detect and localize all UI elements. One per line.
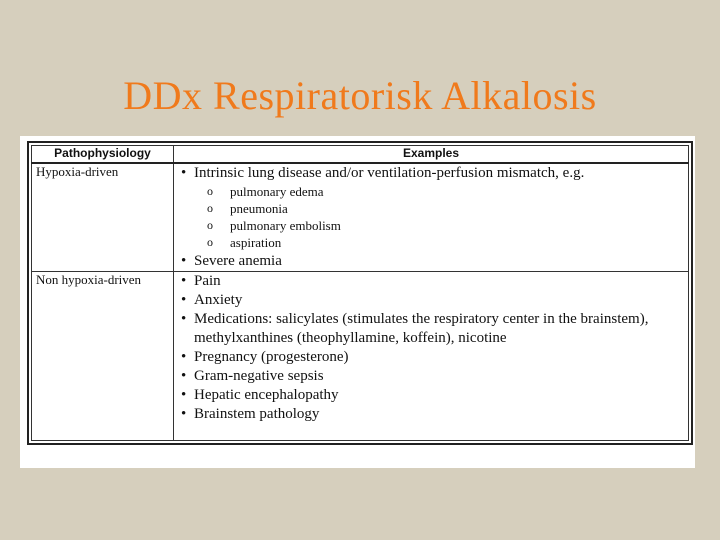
header-row bbox=[32, 146, 689, 164]
bullet-icon: • bbox=[181, 311, 187, 327]
sub-list-item bbox=[194, 217, 684, 234]
item-text: Gram-negative sepsis bbox=[194, 368, 324, 384]
list-item bbox=[180, 405, 684, 424]
sub-list-item bbox=[194, 234, 684, 251]
list-item bbox=[180, 164, 684, 251]
examples-cell bbox=[174, 272, 689, 441]
sub-list bbox=[194, 183, 684, 251]
list-item bbox=[180, 348, 684, 367]
table-panel bbox=[20, 136, 695, 468]
bullet-icon: • bbox=[181, 368, 187, 384]
list-item bbox=[180, 272, 684, 291]
table-row-non-hypoxia bbox=[32, 272, 689, 441]
sub-bullet-icon: o bbox=[207, 235, 213, 249]
sub-list-item bbox=[194, 200, 684, 217]
list-item bbox=[180, 291, 684, 310]
item-text: Severe anemia bbox=[194, 253, 282, 269]
item-text: Pain bbox=[194, 273, 221, 289]
pathophysiology-cell: Hypoxia-driven bbox=[32, 163, 174, 272]
bullet-icon: • bbox=[181, 273, 187, 289]
item-text: Hepatic encephalopathy bbox=[194, 387, 339, 403]
bullet-icon: • bbox=[181, 349, 187, 365]
slide-title: DDx Respiratorisk Alkalosis bbox=[123, 73, 597, 118]
item-text: Pregnancy (progesterone) bbox=[194, 349, 349, 365]
item-text: Medications: salicylates (stimulates the respiratory center in the brainstem), methylxanthines (theophyllamine, koffein), nicotine bbox=[194, 311, 649, 346]
table-row-hypoxia bbox=[32, 163, 689, 272]
header-examples: Examples bbox=[174, 146, 689, 164]
sub-item-text: pulmonary embolism bbox=[230, 218, 341, 233]
item-text: Anxiety bbox=[194, 292, 243, 308]
list-item bbox=[180, 367, 684, 386]
sub-bullet-icon: o bbox=[207, 201, 213, 215]
list-item bbox=[180, 252, 684, 271]
header-pathophysiology: Pathophysiology bbox=[32, 146, 174, 164]
sub-list-item bbox=[194, 183, 684, 200]
bullet-icon: • bbox=[181, 165, 187, 181]
table-frame bbox=[27, 141, 693, 445]
bullet-icon: • bbox=[181, 253, 187, 269]
example-list bbox=[180, 164, 684, 271]
sub-bullet-icon: o bbox=[207, 218, 213, 232]
sub-item-text: aspiration bbox=[230, 235, 282, 250]
list-item bbox=[180, 310, 684, 348]
sub-item-text: pulmonary edema bbox=[230, 184, 324, 199]
example-list bbox=[180, 272, 684, 424]
examples-cell bbox=[174, 163, 689, 272]
list-item bbox=[180, 386, 684, 405]
bullet-icon: • bbox=[181, 406, 187, 422]
sub-item-text: pneumonia bbox=[230, 201, 288, 216]
bullet-icon: • bbox=[181, 292, 187, 308]
item-text: Brainstem pathology bbox=[194, 406, 320, 422]
sub-bullet-icon: o bbox=[207, 184, 213, 198]
pathophysiology-cell: Non hypoxia-driven bbox=[32, 272, 174, 441]
bullet-icon: • bbox=[181, 387, 187, 403]
item-text: Intrinsic lung disease and/or ventilation-perfusion mismatch, e.g. bbox=[194, 165, 585, 181]
ddx-table bbox=[31, 145, 689, 441]
